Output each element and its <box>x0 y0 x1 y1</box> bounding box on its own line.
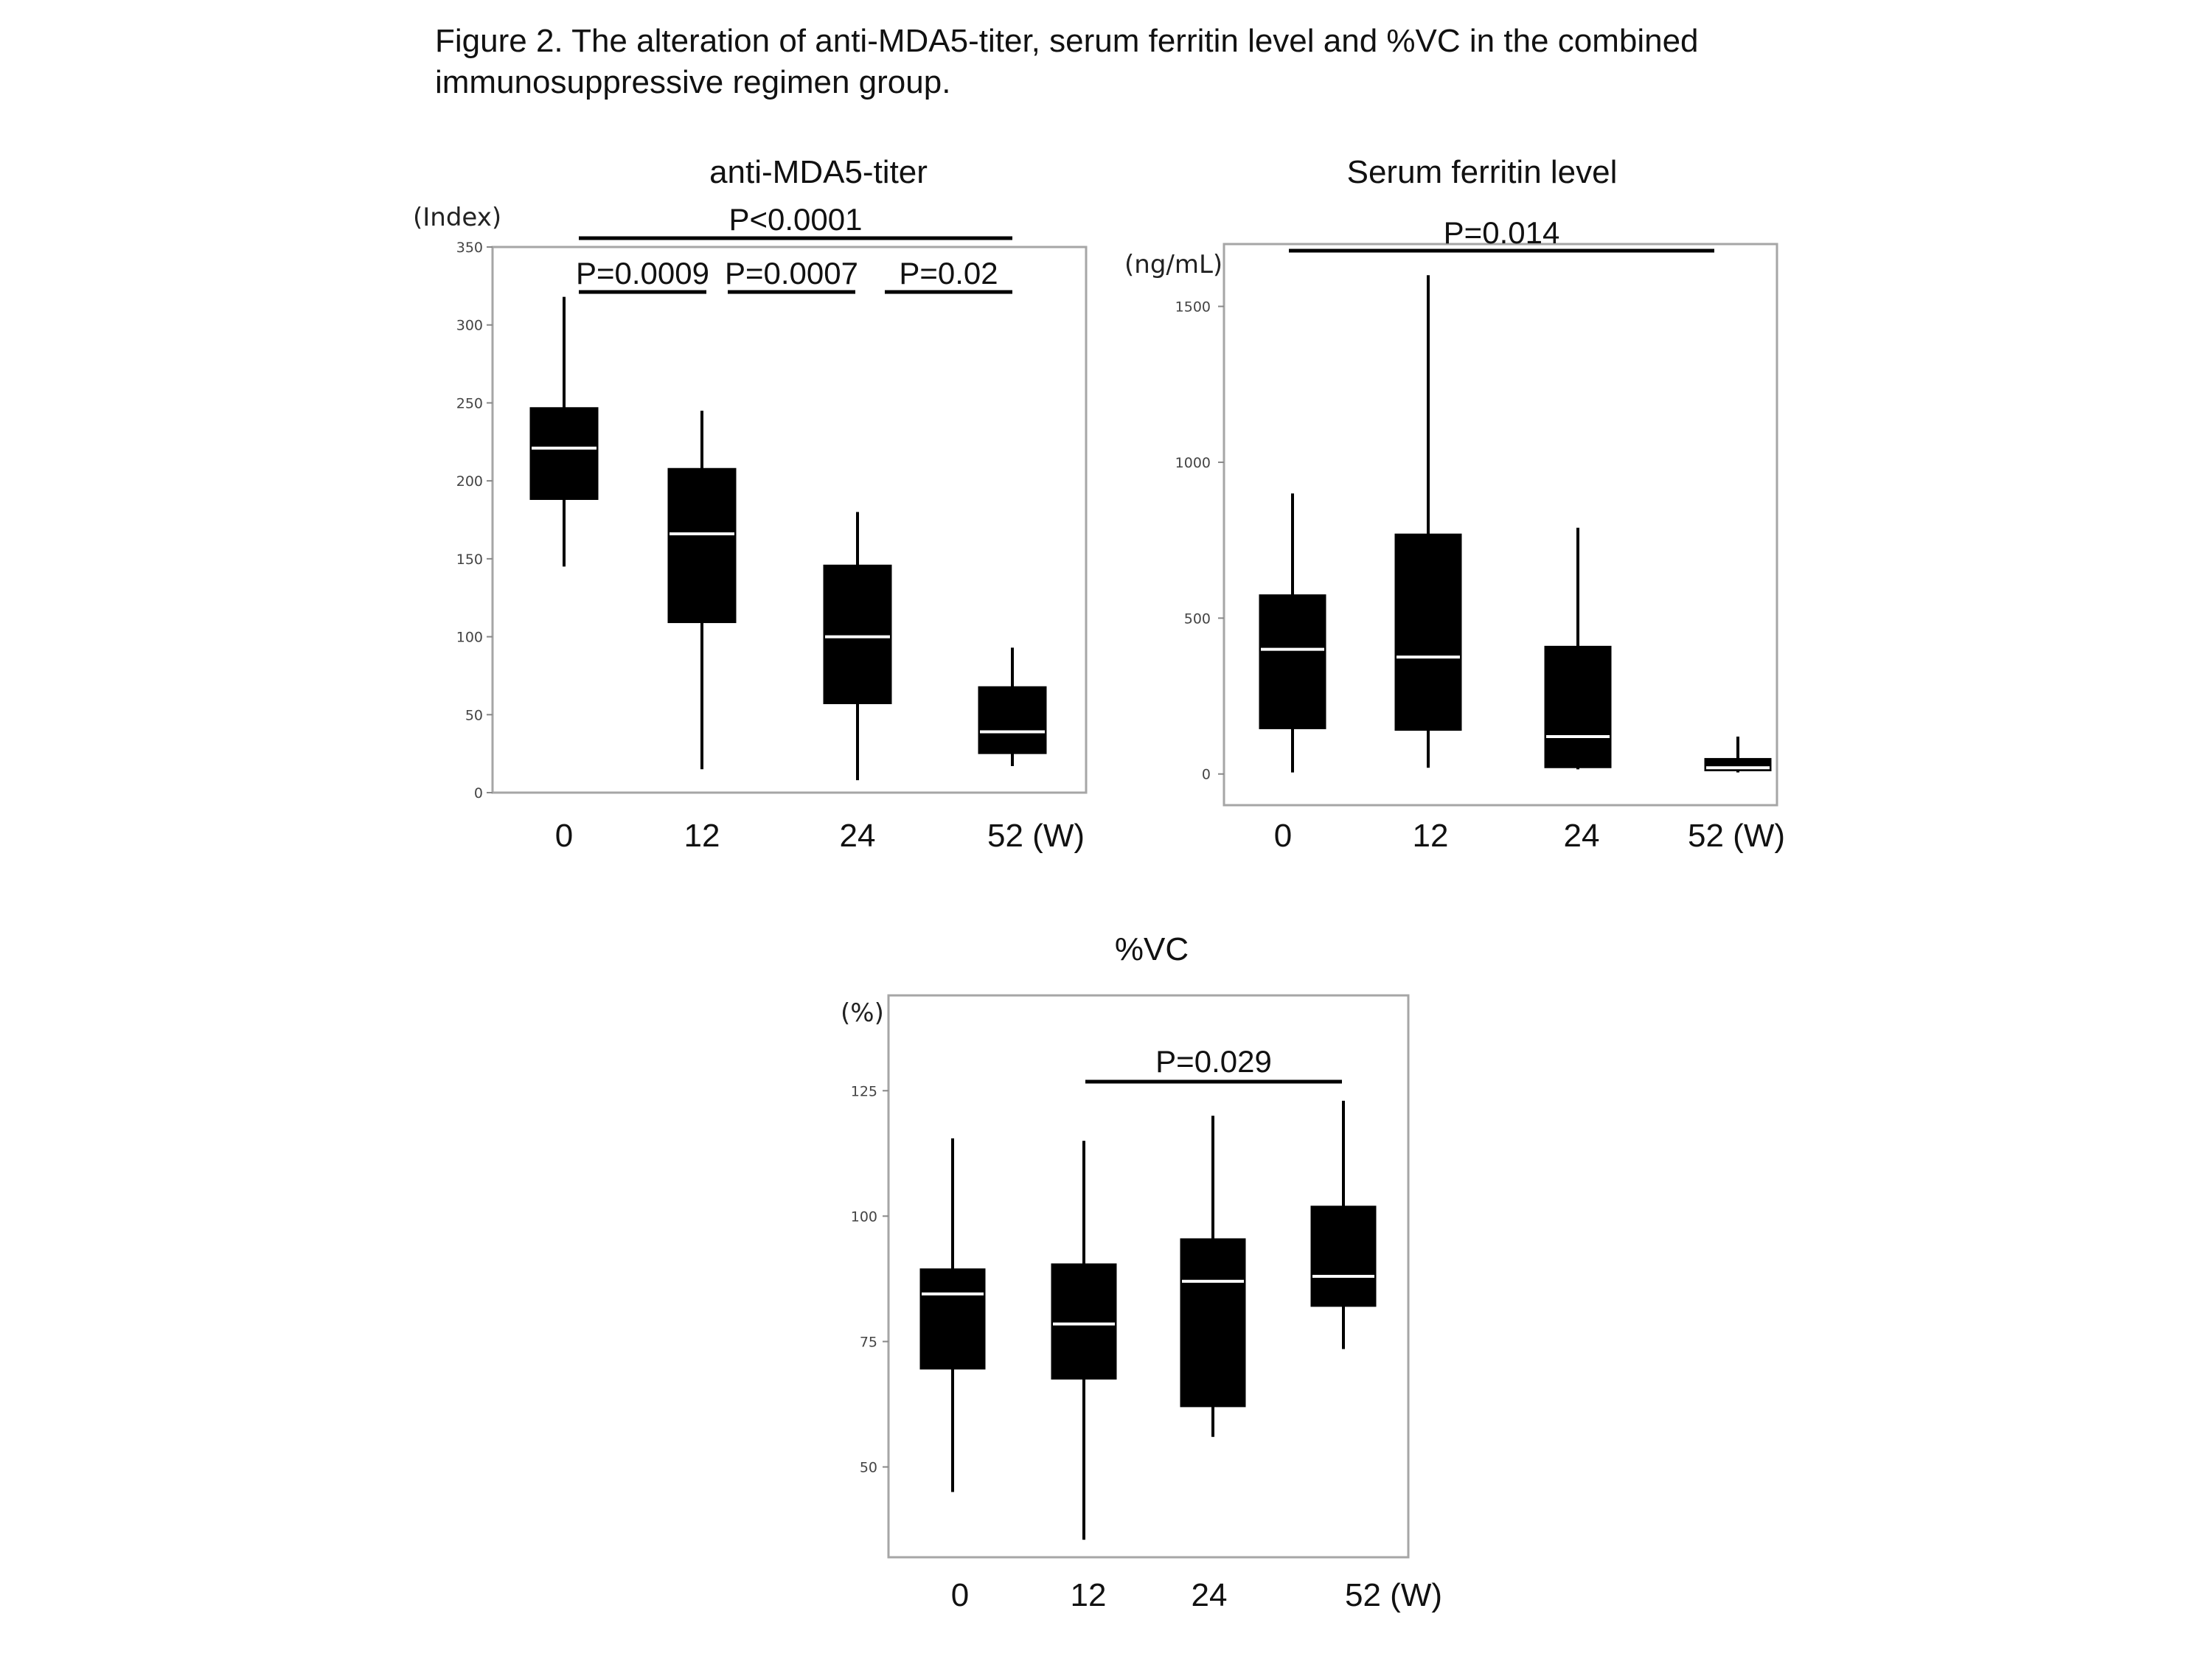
x-tick-label: 52 (W) <box>1345 1577 1442 1613</box>
y-tick-label: 1000 <box>1175 454 1211 471</box>
p-value-label: P=0.02 <box>899 256 998 291</box>
box-iqr <box>668 468 736 622</box>
x-tick-label: 0 <box>1273 818 1293 854</box>
p-value-label: P=0.0007 <box>724 256 859 291</box>
y-tick-label: 50 <box>859 1459 877 1476</box>
y-tick-label: 0 <box>473 785 483 801</box>
box-iqr <box>1395 534 1461 730</box>
box-iqr <box>1259 595 1326 729</box>
y-tick-label: 500 <box>1183 611 1211 627</box>
box-iqr <box>1311 1206 1376 1307</box>
chart-title: anti-MDA5-titer <box>709 154 928 190</box>
x-tick-label: 52 (W) <box>987 818 1085 854</box>
y-axis-unit-label: (ng/mL) <box>1124 250 1223 279</box>
p-value-label: P=0.0009 <box>575 256 710 291</box>
p-value-label: P<0.0001 <box>728 202 863 237</box>
y-tick-label: 300 <box>456 317 483 334</box>
y-tick-label: 250 <box>456 395 483 412</box>
x-tick-label: 24 <box>1563 818 1600 854</box>
x-tick-label: 12 <box>1070 1577 1107 1613</box>
x-tick-label: 0 <box>554 818 574 854</box>
box-iqr <box>1051 1264 1116 1379</box>
x-tick-label: 24 <box>839 818 876 854</box>
y-tick-label: 200 <box>456 473 483 490</box>
y-tick-label: 0 <box>1201 766 1211 783</box>
y-tick-label: 125 <box>850 1083 877 1100</box>
p-value-label: P=0.029 <box>1155 1044 1272 1079</box>
box-iqr <box>824 565 891 703</box>
x-tick-label: 12 <box>1412 818 1449 854</box>
caption-line-2: immunosuppressive regimen group. <box>435 64 951 100</box>
y-tick-label: 1500 <box>1175 299 1211 316</box>
y-tick-label: 100 <box>456 629 483 646</box>
box-iqr <box>530 408 598 500</box>
x-tick-label: 12 <box>684 818 720 854</box>
y-tick-label: 50 <box>465 707 483 724</box>
p-value-label: P=0.014 <box>1443 215 1560 250</box>
y-tick-label: 100 <box>850 1208 877 1225</box>
x-tick-label: 0 <box>950 1577 970 1613</box>
x-tick-label: 52 (W) <box>1688 818 1785 854</box>
box-iqr <box>978 686 1046 754</box>
chart-serum-ferritin <box>1124 154 1785 854</box>
box-iqr <box>1545 646 1611 768</box>
x-tick-label: 24 <box>1191 1577 1228 1613</box>
box-iqr <box>920 1269 985 1369</box>
chart-vc-percent <box>841 931 1442 1613</box>
y-tick-label: 75 <box>859 1334 877 1351</box>
y-axis-unit-label: (%) <box>841 998 884 1028</box>
chart-title: %VC <box>1114 931 1189 967</box>
box-iqr <box>1180 1239 1245 1407</box>
chart-anti-mda5-titer <box>413 154 1086 854</box>
y-tick-label: 350 <box>456 240 483 256</box>
y-axis-unit-label: (Index) <box>413 203 502 232</box>
caption-line-1: Figure 2. The alteration of anti-MDA5-titer, serum ferritin level and %VC in the combined <box>435 23 1699 59</box>
y-tick-label: 150 <box>456 551 483 568</box>
chart-title: Serum ferritin level <box>1346 154 1618 190</box>
